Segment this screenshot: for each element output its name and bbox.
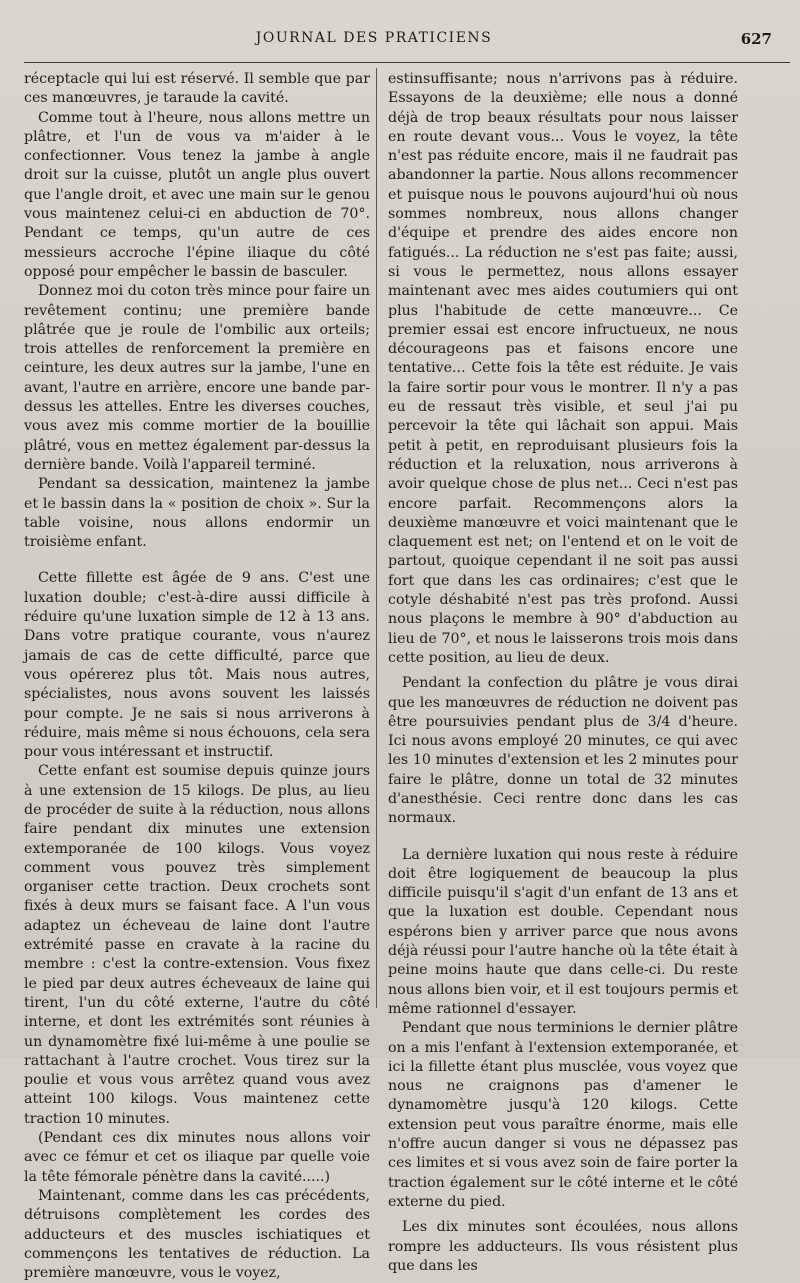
running-head bbox=[24, 26, 772, 56]
right-column bbox=[388, 70, 738, 1276]
paragraph: Comme tout à l'heure, nous allons mettre un plâtre, et l'un de vous va m'aider à le confectionner. Vous tenez la jambe à angle droit sur la cuisse, plutôt un angle plus ouvert que l'angle droit, et avec une main sur le genou vous maintenez celui-ci en abduction de 70°. Pendant ce temps, qu'un autre de ces messieurs accroche l'épine iliaque du côté opposé pour empêcher le bassin de basculer. bbox=[24, 109, 370, 280]
paragraph: Pendant que nous terminions le dernier plâtre on a mis l'enfant à l'extension extemporanée, et ici la fillette étant plus musclée, vous voyez que nous ne craignons pas d'amener le dynamomètre jusqu'à 120 kilogs. Cette extension peut vous paraître énorme, mais elle n'offre aucun danger si vous ne dépassez pas ces limites et si vous avez soin de faire porter la traction également sur le côté interne et le côté externe du pied. bbox=[388, 1020, 738, 1210]
paragraph: Les dix minutes sont écoulées, nous allons rompre les adducteurs. Ils vous résistent plus que dans les bbox=[388, 1219, 738, 1274]
paragraph: Cette fillette est âgée de 9 ans. C'est une luxation double; c'est-à-dire aussi difficile à réduire qu'une luxation simple de 12 à 13 ans. Dans votre pratique courante, vous n'aurez jamais de cas de cette difficulté, parce que vous opérerez plus tôt. Mais nous autres, spécialistes, nous avons souvent les laissés pour compte. Je ne sais si nous arriverons à réduire, mais même si nous échouons, cela sera pour vous intéressant et instructif. bbox=[24, 570, 370, 761]
paragraph: Maintenant, comme dans les cas précédents, détruisons complètement les cordes des adducteurs et des muscles ischiatiques et commençons les tentatives de réduction. La première manœuvre, vous le voyez, bbox=[24, 1187, 370, 1282]
header-rule bbox=[24, 62, 790, 63]
page-number: 627 bbox=[740, 30, 772, 48]
paragraph: estinsuffisante; nous n'arrivons pas à réduire. Essayons de la deuxième; elle nous a donné déjà de trop beaux résultats pour nous laisser en route devant vous... Vous le voyez, la tête n'est pas réduite encore, mais il ne faudrait pas abandonner la partie. Nous allons recommencer et puisque nous le pouvons aujourd'hui où nous sommes nombreux, nous allons changer d'équipe et prendre des aides encore non fatigués... La réduction ne s'est pas faite; aussi, si vous le permettez, nous allons essayer maintenant avec mes aides coutumiers qui ont plus l'habitude de cette manœuvre... Ce premier essai est encore infructueux, ne nous décourageons pas et faisons encore une tentative... Cette fois la tête est réduite. Je vais la faire sortir pour vous le montrer. Il n'y a pas eu de ressaut très visible, et seul j'ai pu percevoir la tête qui lâchait son appui. Mais petit à petit, en reproduisant plusieurs fois la réduction et la reluxation, nous arriverons à avoir quelque chose de plus net... Ceci n'est pas encore parfait. Recommençons alors la deuxième manœuvre et voici maintenant que le claquement est net; on l'entend et on le voit de partout, quoique cependant il ne soit pas aussi fort que dans les cas ordinaires; c'est que le cotyle déshabité n'est pas très profond. Aussi nous plaçons le membre à 90° d'abduction au lieu de 70°, et nous le laisserons trois mois dans cette position, au lieu de deux. bbox=[388, 71, 738, 666]
paragraph: Pendant la confection du plâtre je vous dirai que les manœuvres de réduction ne doivent pas être poursuivies pendant plus de 3/4 d'heure. Ici nous avons employé 20 minutes, ce qui avec les 10 minutes d'extension et les 2 minutes pour faire le plâtre, donne un total de 32 minutes d'anesthésie. Ceci rentre donc dans les cas normaux. bbox=[388, 675, 738, 827]
column-divider bbox=[376, 68, 377, 1008]
paragraph: (Pendant ces dix minutes nous allons voir avec ce fémur et cet os iliaque par quelle voie la tête fémorale pénètre dans la cavité.....) bbox=[24, 1130, 370, 1185]
paragraph: Cette enfant est soumise depuis quinze jours à une extension de 15 kilogs. De plus, au lieu de procéder de suite à la réduction, nous allons faire pendant dix minutes une extension extemporanée de 100 kilogs. Vous voyez comment vous pouvez très simplement organiser cette traction. Deux crochets sont fixés à deux murs se faisant face. A l'un vous adaptez un écheveau de laine dont l'autre extrémité passe en cravate à la racine du membre : c'est la contre-extension. Vous fixez le pied par deux autres écheveaux de laine qui tirent, l'un du côté externe, l'autre du côté interne, et dont les extrémités sont réunies à un dynamomètre fixé lui-même à une poulie se rattachant à l'autre crochet. Vous tirez sur la poulie et vous vous arrêtez quand vous avez atteint 100 kilogs. Vous maintenez cette traction 10 minutes. bbox=[24, 763, 370, 1127]
paragraph: La dernière luxation qui nous reste à réduire doit être logiquement de beaucoup la plus difficile puisqu'il s'agit d'un enfant de 13 ans et que la luxation est double. Cependant nous espérons bien y arriver parce que nous avons déjà réussi pour l'autre hanche où la tête était à peine moins haute que dans celle-ci. Du reste nous allons bien voir, et il est toujours permis et même rationnel d'essayer. bbox=[388, 846, 738, 1017]
left-column bbox=[24, 70, 370, 1283]
paragraph: Pendant sa dessication, maintenez la jambe et le bassin dans la « position de choix ». Sur la table voisine, nous allons endormir un troisième enfant. bbox=[24, 476, 370, 551]
paragraph: Donnez moi du coton très mince pour faire un revêtement continu; une première bande plâtrée que je roule de l'ombilic aux orteils; trois attelles de renforcement la première en ceinture, les deux autres sur la jambe, l'une en avant, l'autre en arrière, encore une bande par-dessus les attelles. Entre les diverses couches, vous avez mis comme mortier de la bouillie plâtré, vous en mettez également par-dessus la dernière bande. Voilà l'appareil terminé. bbox=[24, 283, 370, 473]
paragraph: réceptacle qui lui est réservé. Il semble que par ces manœuvres, je taraude la cavité. bbox=[24, 71, 370, 107]
journal-title: JOURNAL DES PRATICIENS bbox=[255, 30, 493, 46]
